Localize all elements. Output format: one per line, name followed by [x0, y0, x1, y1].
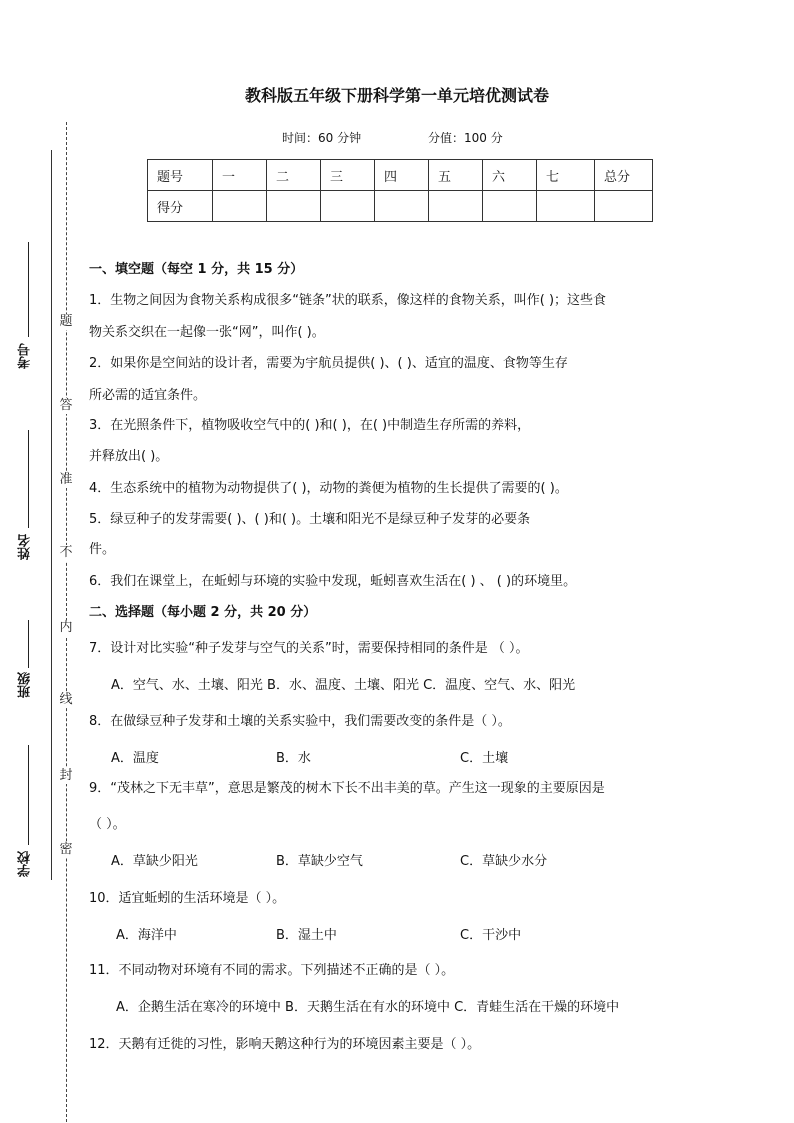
- seal-char: 内: [59, 620, 73, 635]
- school-label: 学校: [18, 851, 33, 877]
- score-table-header-cell: 题号: [148, 160, 213, 191]
- score-cell[interactable]: [537, 191, 595, 222]
- question-11: 11．不同动物对环境有不同的需求。下列描述不正确的是（ ）。: [89, 963, 455, 978]
- exam-title: 教科版五年级下册科学第一单元培优测试卷: [244, 86, 549, 105]
- question-10-option-c: C．干沙中: [460, 928, 522, 943]
- exam-time: 时间：60 分钟: [282, 131, 362, 145]
- question-12: 12．天鹅有迁徙的习性，影响天鹅这种行为的环境因素主要是（ ）。: [89, 1037, 481, 1052]
- question-9-line-1: 9．“茂林之下无丰草”，意思是繁茂的树木下长不出丰美的草。产生这一现象的主要原因是: [89, 781, 605, 796]
- score-cell[interactable]: [213, 191, 267, 222]
- score-cell[interactable]: [375, 191, 429, 222]
- seal-char: 封: [59, 768, 73, 783]
- seal-char: 线: [59, 692, 73, 707]
- seal-char: 题: [59, 314, 73, 329]
- name-label: 姓名: [18, 534, 33, 560]
- question-1-line-2: 物关系交织在一起像一张“网”，叫作( )。: [89, 325, 325, 340]
- score-table-score-row: [148, 191, 653, 222]
- section-fill-heading: 一、填空题（每空 1 分，共 15 分）: [89, 262, 304, 277]
- score-table-header-cell: 四: [375, 160, 429, 191]
- score-table-header-cell: 五: [429, 160, 483, 191]
- question-9-option-b: B．草缺少空气: [276, 854, 363, 869]
- score-cell[interactable]: [595, 191, 653, 222]
- question-2-line-1: 2．如果你是空间站的设计者，需要为宇航员提供( )、( )、适宜的温度、食物等生存: [89, 356, 568, 371]
- seal-char: 答: [59, 398, 73, 413]
- question-7-options: A．空气、水、土壤、阳光 B．水、温度、土壤、阳光 C．温度、空气、水、阳光: [111, 678, 576, 693]
- score-table-header-row: [148, 160, 653, 191]
- seal-char: 不: [59, 545, 73, 560]
- question-5-line-2: 件。: [89, 542, 116, 557]
- margin-bracket-line: [51, 150, 52, 880]
- question-8-option-c: C．土壤: [460, 751, 509, 766]
- question-4: 4．生态系统中的植物为动物提供了( )，动物的粪便为植物的生长提供了需要的( )。: [89, 481, 568, 496]
- question-3-line-2: 并释放出( )。: [89, 449, 169, 464]
- score-table-header-cell: 一: [213, 160, 267, 191]
- exam-score: 分值：100 分: [428, 131, 503, 145]
- score-table-header-cell: 三: [321, 160, 375, 191]
- question-6: 6．我们在课堂上，在蚯蚓与环境的实验中发现，蚯蚓喜欢生活在( ) 、 ( )的环境里。: [89, 574, 577, 589]
- score-cell[interactable]: [267, 191, 321, 222]
- score-cell[interactable]: [429, 191, 483, 222]
- score-table-header-cell: 七: [537, 160, 595, 191]
- score-table-row-label: 得分: [148, 191, 213, 222]
- class-label: 班级: [18, 672, 33, 698]
- question-9-option-c: C．草缺少水分: [460, 854, 548, 869]
- question-3-line-1: 3．在光照条件下，植物吸收空气中的( )和( )，在( )中制造生存所需的养料，: [89, 418, 531, 433]
- score-table-header-cell: 六: [483, 160, 537, 191]
- class-underline: [28, 620, 29, 668]
- question-11-options: A．企鹅生活在寒冷的环境中 B．天鹅生活在有水的环境中 C．青蛙生活在干燥的环境中: [116, 1000, 620, 1015]
- seal-char: 密: [59, 842, 73, 857]
- score-cell[interactable]: [321, 191, 375, 222]
- question-10: 10．适宜蚯蚓的生活环境是（ ）。: [89, 891, 286, 906]
- score-table-header-cell: 总分: [595, 160, 653, 191]
- name-underline: [28, 430, 29, 528]
- school-underline: [28, 745, 29, 845]
- question-9-option-a: A．草缺少阳光: [111, 854, 198, 869]
- question-10-option-a: A．海洋中: [116, 928, 177, 943]
- question-8-option-a: A．温度: [111, 751, 159, 766]
- question-1-line-1: 1．生物之间因为食物关系构成很多“链条”状的联系，像这样的食物关系，叫作( )；这些食: [89, 293, 607, 308]
- question-2-line-2: 所必需的适宜条件。: [89, 388, 207, 403]
- score-cell[interactable]: [483, 191, 537, 222]
- question-7: 7．设计对比实验“种子发芽与空气的关系”时，需要保持相同的条件是 （ ）。: [89, 641, 529, 656]
- student-id-label: 考号: [18, 343, 33, 369]
- question-9-line-2: （ ）。: [89, 817, 126, 832]
- section-choice-heading: 二、选择题（每小题 2 分，共 20 分）: [89, 605, 317, 620]
- score-table-header-cell: 二: [267, 160, 321, 191]
- question-8-option-b: B．水: [276, 751, 311, 766]
- question-10-option-b: B．湿土中: [276, 928, 337, 943]
- score-table: [147, 159, 653, 222]
- student-id-underline: [28, 242, 29, 337]
- question-8: 8．在做绿豆种子发芽和土壤的关系实验中，我们需要改变的条件是（ ）。: [89, 714, 511, 729]
- question-5-line-1: 5．绿豆种子的发芽需要( )、( )和( )。土壤和阳光不是绿豆种子发芽的必要条: [89, 512, 531, 527]
- seal-char: 准: [59, 472, 73, 487]
